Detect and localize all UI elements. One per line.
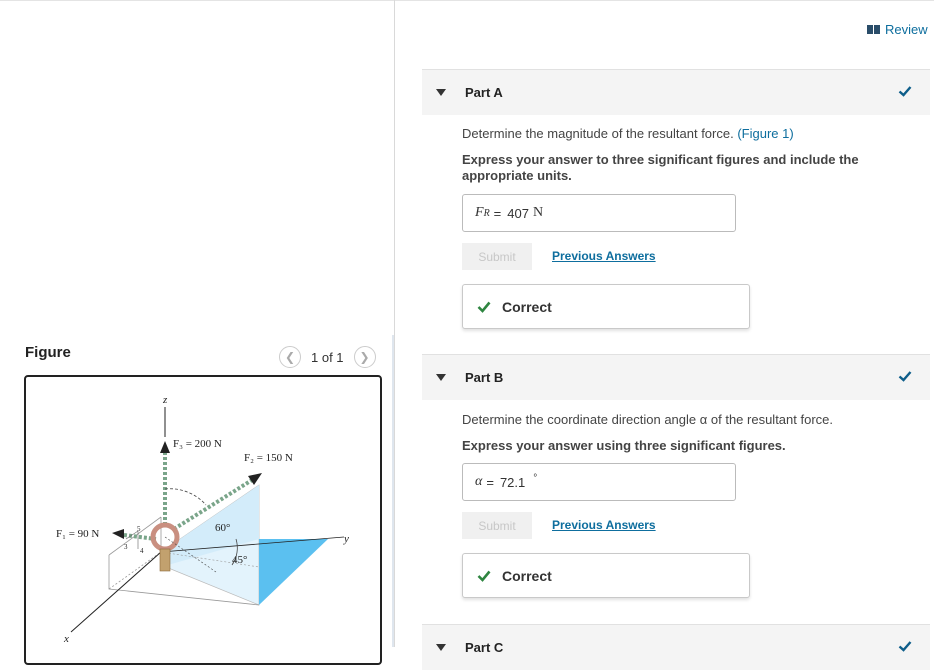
part-b-answer-field[interactable] (462, 463, 736, 501)
caret-down-icon (436, 89, 446, 96)
part-a-title: Part A (465, 85, 503, 100)
part-b-header[interactable] (422, 354, 930, 400)
next-figure-button[interactable] (354, 346, 376, 368)
y-axis-label: y (344, 533, 349, 545)
f3-arrowhead (160, 441, 170, 453)
part-a-submit-button[interactable]: Submit (462, 243, 532, 270)
part-a-previous-answers-link[interactable]: Previous Answers (552, 249, 656, 263)
top-border (0, 0, 934, 1)
figure-pager (279, 346, 376, 368)
correct-label: Correct (502, 298, 552, 315)
book-icon (867, 25, 880, 34)
z-axis-label: z (163, 394, 168, 406)
f2-arrowhead (248, 473, 262, 485)
slope-3-label: 3 (124, 543, 128, 551)
part-a-question (462, 126, 794, 141)
part-a-question-text: Determine the magnitude of the resultant force. (462, 126, 738, 141)
pane-divider-highlight (392, 335, 394, 647)
caret-down-icon (436, 374, 446, 381)
part-a-header[interactable] (422, 69, 930, 115)
part-b-previous-answers-link[interactable]: Previous Answers (552, 518, 656, 532)
x-axis (71, 552, 161, 632)
answer-unit: N (532, 205, 544, 220)
pager-text: 1 of 1 (311, 349, 344, 365)
angle-45-label: 45° (232, 554, 248, 566)
chevron-right-icon: ❯ (359, 350, 370, 364)
slope-triangle (126, 531, 138, 549)
caret-down-icon (436, 644, 446, 651)
pane-divider[interactable] (394, 0, 395, 647)
answer-value: 72.1 (499, 474, 526, 490)
answer-equals: = (486, 474, 494, 490)
slope-4-label: 4 (140, 547, 144, 555)
part-a-instruction: Express your answer to three significant figures and include the appropriate units. (462, 152, 859, 183)
check-icon (477, 570, 491, 582)
x-axis-label: x (64, 633, 69, 645)
part-c-header[interactable] (422, 624, 930, 670)
part-b-instruction: Express your answer using three significant figures. (462, 438, 786, 453)
figure-title: Figure (25, 344, 71, 361)
answer-equals: = (493, 205, 502, 221)
part-b-correct-feedback (462, 553, 750, 598)
force-diagram (26, 377, 384, 667)
answer-variable: α (475, 474, 483, 489)
diagram-blue-triangle (259, 539, 328, 605)
f2-label: F₂ = 150 N (244, 452, 293, 464)
prev-figure-button[interactable] (279, 346, 301, 368)
review-label: Review (885, 22, 928, 37)
part-b-question: Determine the coordinate direction angle α of the resultant force. (462, 412, 834, 427)
slope-5-label: 5 (137, 525, 141, 533)
figure-image (24, 375, 382, 665)
angle-60-label: 60° (215, 522, 231, 534)
f1-arrowhead (112, 529, 124, 539)
answer-unit: ° (533, 472, 538, 484)
correct-label: Correct (502, 567, 552, 584)
f3-label: F₃ = 200 N (173, 438, 222, 450)
chevron-left-icon: ❮ (284, 350, 296, 364)
answer-variable: F (475, 205, 484, 220)
eyebolt-shank (160, 549, 170, 571)
check-icon (477, 301, 491, 313)
f1-label: F₁ = 90 N (56, 528, 100, 540)
part-b-submit-button[interactable]: Submit (462, 512, 532, 539)
part-b-title: Part B (465, 370, 504, 385)
angle-60-arc (165, 489, 206, 505)
check-icon (898, 84, 912, 98)
answer-value: 407 (507, 205, 529, 221)
review-link[interactable] (867, 22, 928, 37)
diagram-box-line (109, 552, 161, 589)
part-a-correct-feedback (462, 284, 750, 329)
part-a-answer-field[interactable] (462, 194, 736, 232)
check-icon (898, 369, 912, 383)
answer-subscript: R (483, 207, 490, 219)
figure-1-link[interactable]: (Figure 1) (737, 126, 794, 141)
check-icon (898, 639, 912, 653)
part-c-title: Part C (465, 640, 504, 655)
